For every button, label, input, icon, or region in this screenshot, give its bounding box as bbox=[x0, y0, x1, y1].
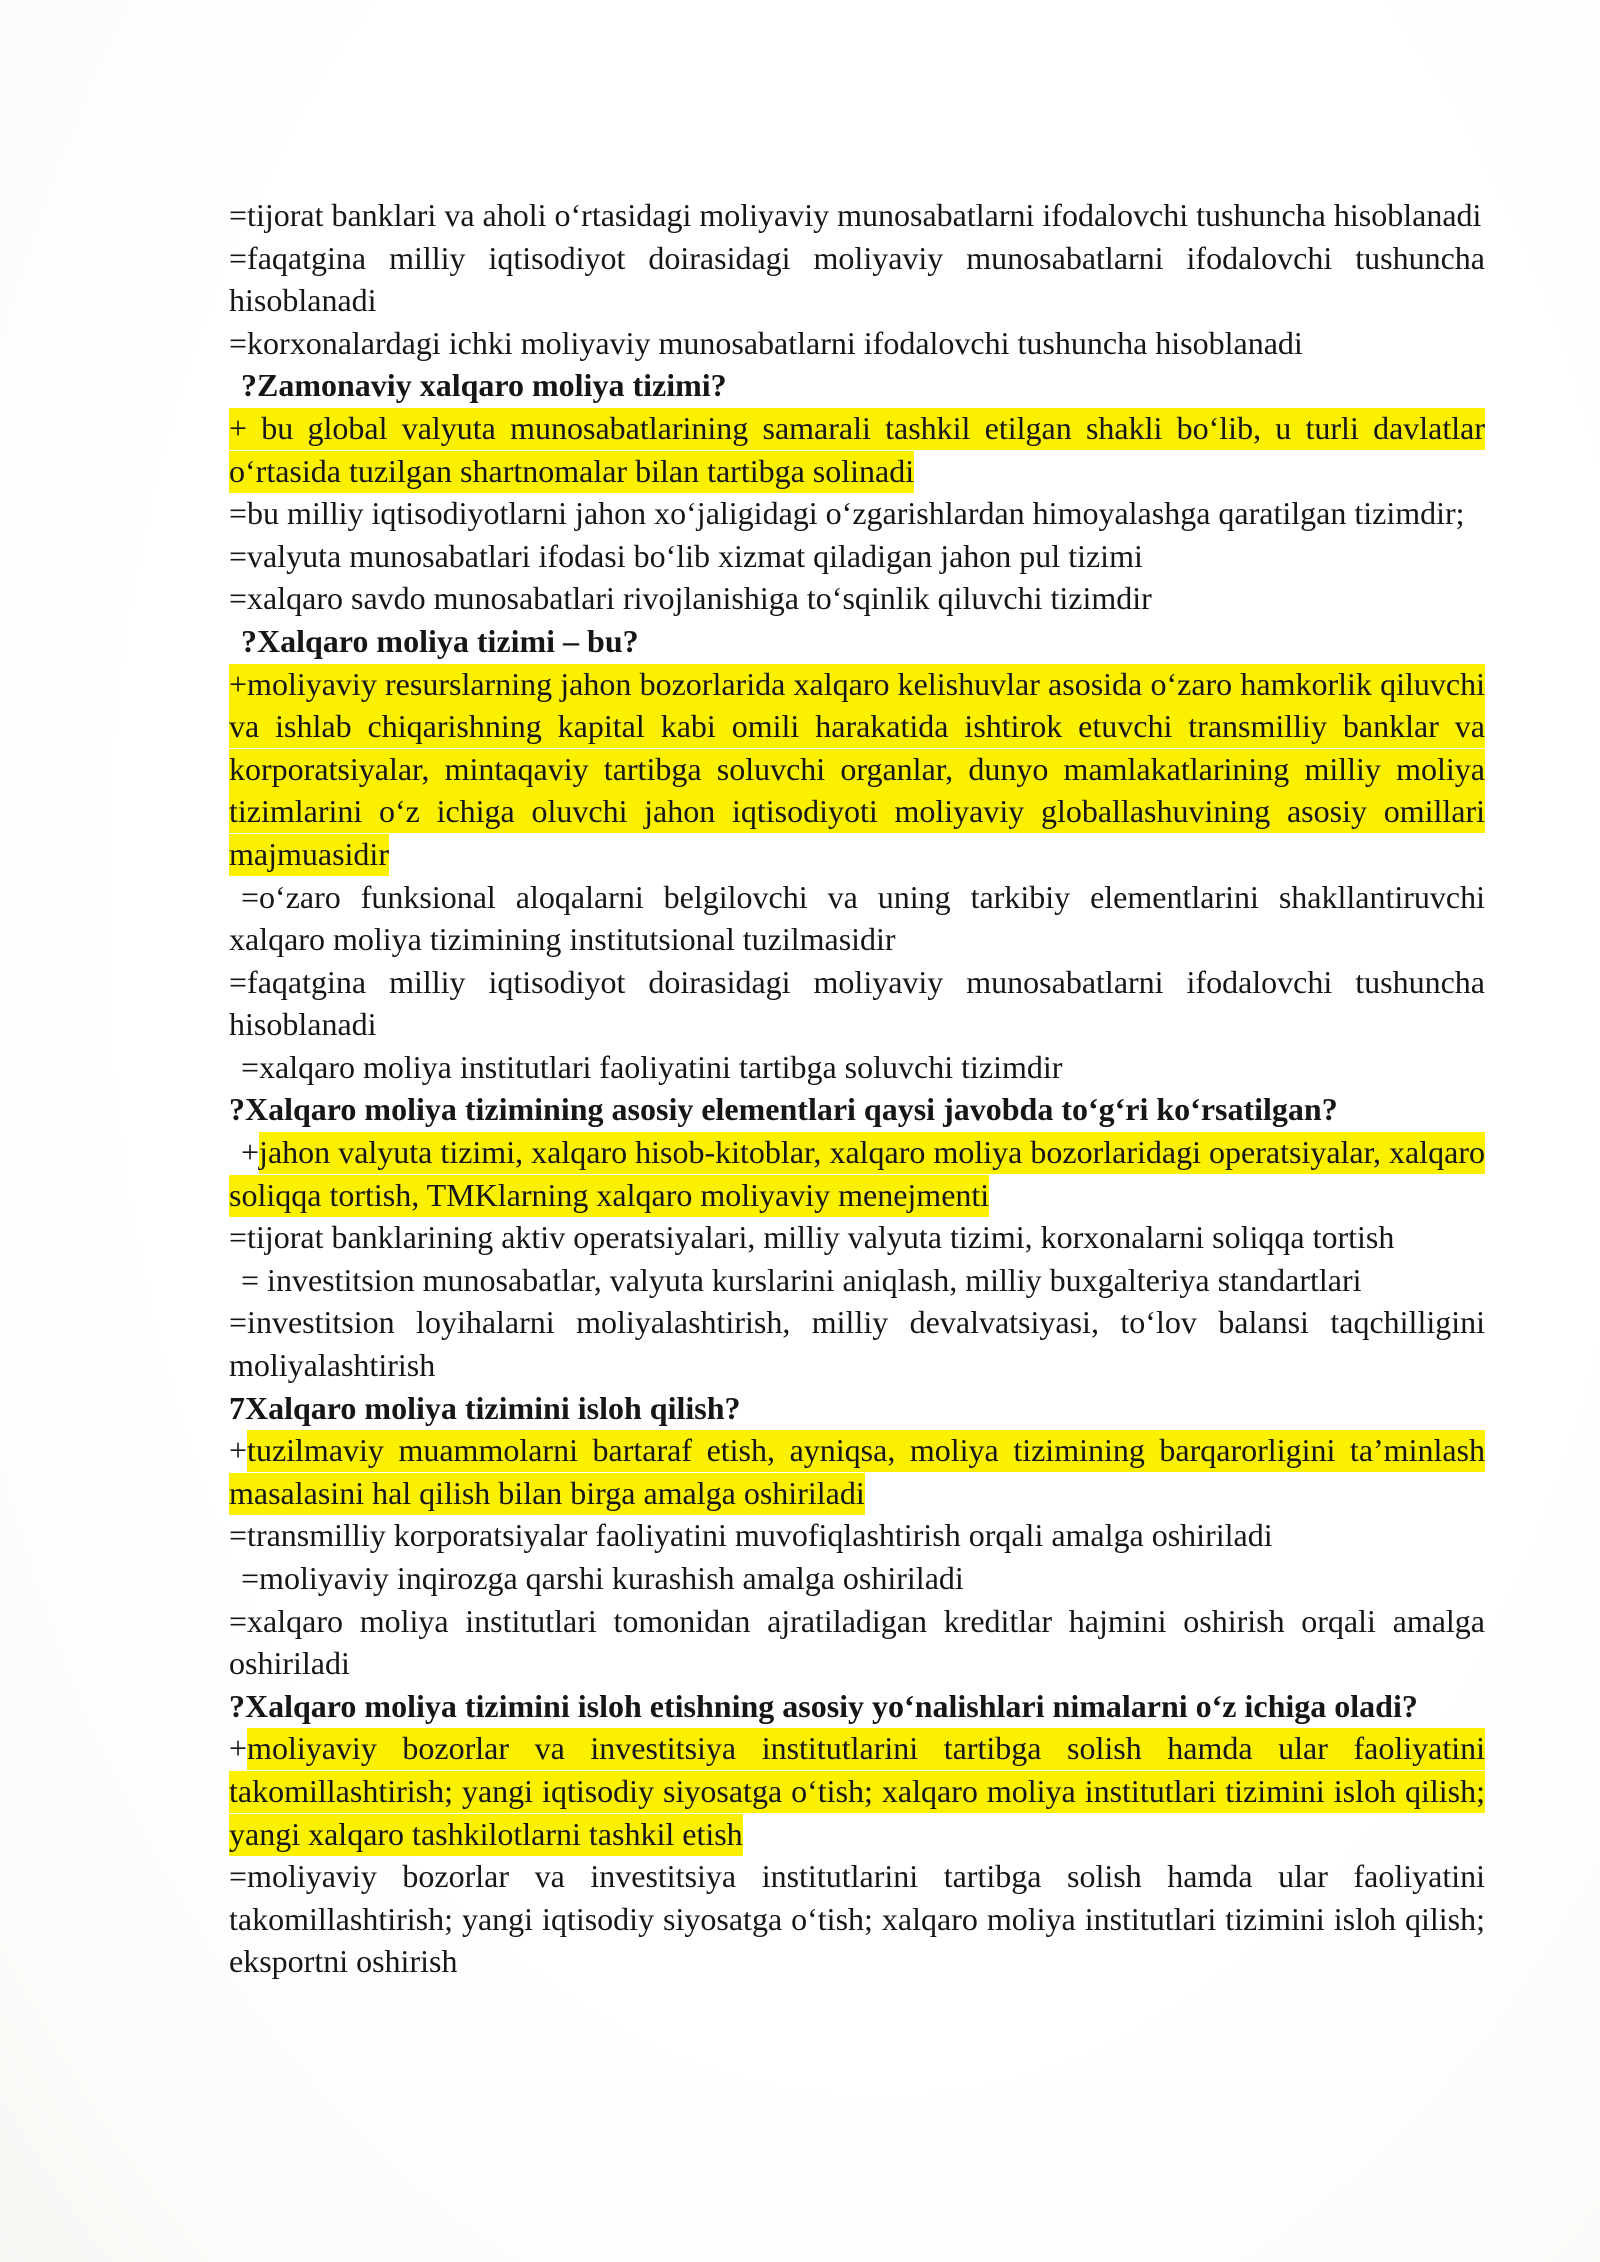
plain-text: ?Xalqaro moliya tizimining asosiy elementlari qaysi javobda toʻgʻri koʻrsatilgan? bbox=[229, 1091, 1338, 1128]
answer-option bbox=[229, 1046, 1485, 1089]
plain-text: 7Xalqaro moliya tizimini isloh qilish? bbox=[229, 1389, 741, 1426]
plain-text: = investitsion munosabatlar, valyuta kurslarini aniqlash, milliy buxgalteriya standartlari bbox=[241, 1261, 1362, 1298]
plain-text: =moliyaviy inqirozga qarshi kurashish amalga oshiriladi bbox=[241, 1560, 964, 1596]
plain-text: + bbox=[229, 1730, 248, 1767]
plain-text: =faqatgina milliy iqtisodiyot doirasidagi moliyaviy munosabatlarni ifodalovchi tushuncha hisoblanadi bbox=[229, 963, 1485, 1043]
plain-text: =xalqaro savdo munosabatlari rivojlanishiga toʻsqinlik qiluvchi tizimdir bbox=[229, 580, 1152, 617]
answer-option bbox=[229, 194, 1485, 237]
answer-option bbox=[229, 1216, 1485, 1259]
answer-option bbox=[229, 1514, 1485, 1557]
plain-text: =tijorat banklarining aktiv operatsiyalari, milliy valyuta tizimi, korxonalarni soliqqa tortish bbox=[229, 1219, 1395, 1256]
plain-text: =korxonalardagi ichki moliyaviy munosabatlarni ifodalovchi tushuncha hisoblanadi bbox=[229, 324, 1303, 361]
highlighted-text: + bu global valyuta munosabatlarining samarali tashkil etilgan shakli boʻlib, u turli davlatlar oʻrtasida tuzilgan shartnomalar bilan tartibga solinadi bbox=[229, 408, 1485, 493]
plain-text: =oʻzaro funksional aloqalarni belgilovchi va uning tarkibiy elementlarini shakllantiruvchi xalqaro moliya tizimining institutsional tuzilmasidir bbox=[229, 878, 1485, 958]
plain-text: =xalqaro moliya institutlari tomonidan ajratiladigan kreditlar hajmini oshirish orqali amalga oshiriladi bbox=[229, 1602, 1485, 1682]
answer-option bbox=[229, 1429, 1485, 1514]
plain-text: ?Xalqaro moliya tizimi – bu? bbox=[241, 622, 639, 659]
plain-text: =bu milliy iqtisodiyotlarni jahon xoʻjaligidagi oʻzgarishlardan himoyalashga qaratilgan tizimdir; bbox=[229, 495, 1465, 532]
document-text bbox=[229, 194, 1485, 1983]
answer-option bbox=[229, 1259, 1485, 1302]
answer-option bbox=[229, 322, 1485, 365]
question-heading bbox=[229, 1088, 1485, 1131]
plain-text: =xalqaro moliya institutlari faoliyatini tartibga soluvchi tizimdir bbox=[241, 1048, 1063, 1085]
plain-text: + bbox=[229, 1432, 248, 1469]
answer-option bbox=[229, 663, 1485, 876]
plain-text: =investitsion loyihalarni moliyalashtirish, milliy devalvatsiyasi, toʻlov balansi taqchilligini moliyalashtirish bbox=[229, 1304, 1485, 1384]
answer-option bbox=[229, 876, 1485, 961]
answer-option bbox=[229, 1855, 1485, 1983]
question-heading bbox=[229, 620, 1485, 663]
plain-text: =faqatgina milliy iqtisodiyot doirasidagi moliyaviy munosabatlarni ifodalovchi tushuncha hisoblanadi bbox=[229, 239, 1485, 319]
plain-text: ?Zamonaviy xalqaro moliya tizimi? bbox=[241, 367, 727, 404]
highlighted-text: jahon valyuta tizimi, xalqaro hisob-kitoblar, xalqaro moliya bozorlaridagi operatsiyalar, xalqaro soliqqa tortish, TMKlarning xalqaro moliyaviy menejmenti bbox=[229, 1132, 1485, 1217]
plain-text: =transmilliy korporatsiyalar faoliyatini muvofiqlashtirish orqali amalga oshiriladi bbox=[229, 1517, 1273, 1554]
question-heading bbox=[229, 1685, 1485, 1728]
question-heading bbox=[229, 1387, 1485, 1430]
answer-option bbox=[229, 407, 1485, 492]
answer-option bbox=[229, 1727, 1485, 1855]
plain-text: + bbox=[241, 1134, 260, 1171]
plain-text: =valyuta munosabatlari ifodasi boʻlib xizmat qiladigan jahon pul tizimi bbox=[229, 537, 1143, 574]
plain-text: =tijorat banklari va aholi oʻrtasidagi moliyaviy munosabatlarni ifodalovchi tushuncha hisoblanadi bbox=[229, 197, 1482, 233]
highlighted-text: moliyaviy bozorlar va investitsiya institutlarini tartibga solish hamda ular faoliyatini takomillashtirish; yangi iqtisodiy siyosatga oʻtish; xalqaro moliya institutlari tizimini isloh qilish; yangi xalqaro tashkilotlarni tashkil etish bbox=[229, 1728, 1485, 1855]
highlighted-text: +moliyaviy resurslarning jahon bozorlarida xalqaro kelishuvlar asosida oʻzaro hamkorlik qiluvchi va ishlab chiqarishning kapital kabi omili harakatida ishtirok etuvchi transmilliy banklar va korporatsiyalar, mintaqaviy tartibga soluvchi organlar, dunyo mamlakatlarining milliy moliya tizimlarini oʻz ichiga oluvchi jahon iqtisodiyoti moliyaviy globallashuvining asosiy omillari majmuasidir bbox=[229, 664, 1485, 876]
answer-option bbox=[229, 1301, 1485, 1386]
answer-option bbox=[229, 1557, 1485, 1600]
answer-option bbox=[229, 577, 1485, 620]
highlighted-text: tuzilmaviy muammolarni bartaraf etish, ayniqsa, moliya tizimining barqarorligini ta’minlash masalasini hal qilish bilan birga amalga oshiriladi bbox=[229, 1430, 1485, 1515]
plain-text: ?Xalqaro moliya tizimini isloh etishning asosiy yoʻnalishlari nimalarni oʻz ichiga oladi? bbox=[229, 1687, 1418, 1724]
answer-option bbox=[229, 535, 1485, 578]
plain-text: =moliyaviy bozorlar va investitsiya institutlarini tartibga solish hamda ular faoliyatini takomillashtirish; yangi iqtisodiy siyosatga oʻtish; xalqaro moliya institutlari tizimini isloh qilish; eksportni oshirish bbox=[229, 1858, 1485, 1980]
answer-option bbox=[229, 1131, 1485, 1216]
answer-option bbox=[229, 1600, 1485, 1685]
question-heading bbox=[229, 364, 1485, 407]
answer-option bbox=[229, 492, 1485, 535]
answer-option bbox=[229, 237, 1485, 322]
answer-option bbox=[229, 961, 1485, 1046]
